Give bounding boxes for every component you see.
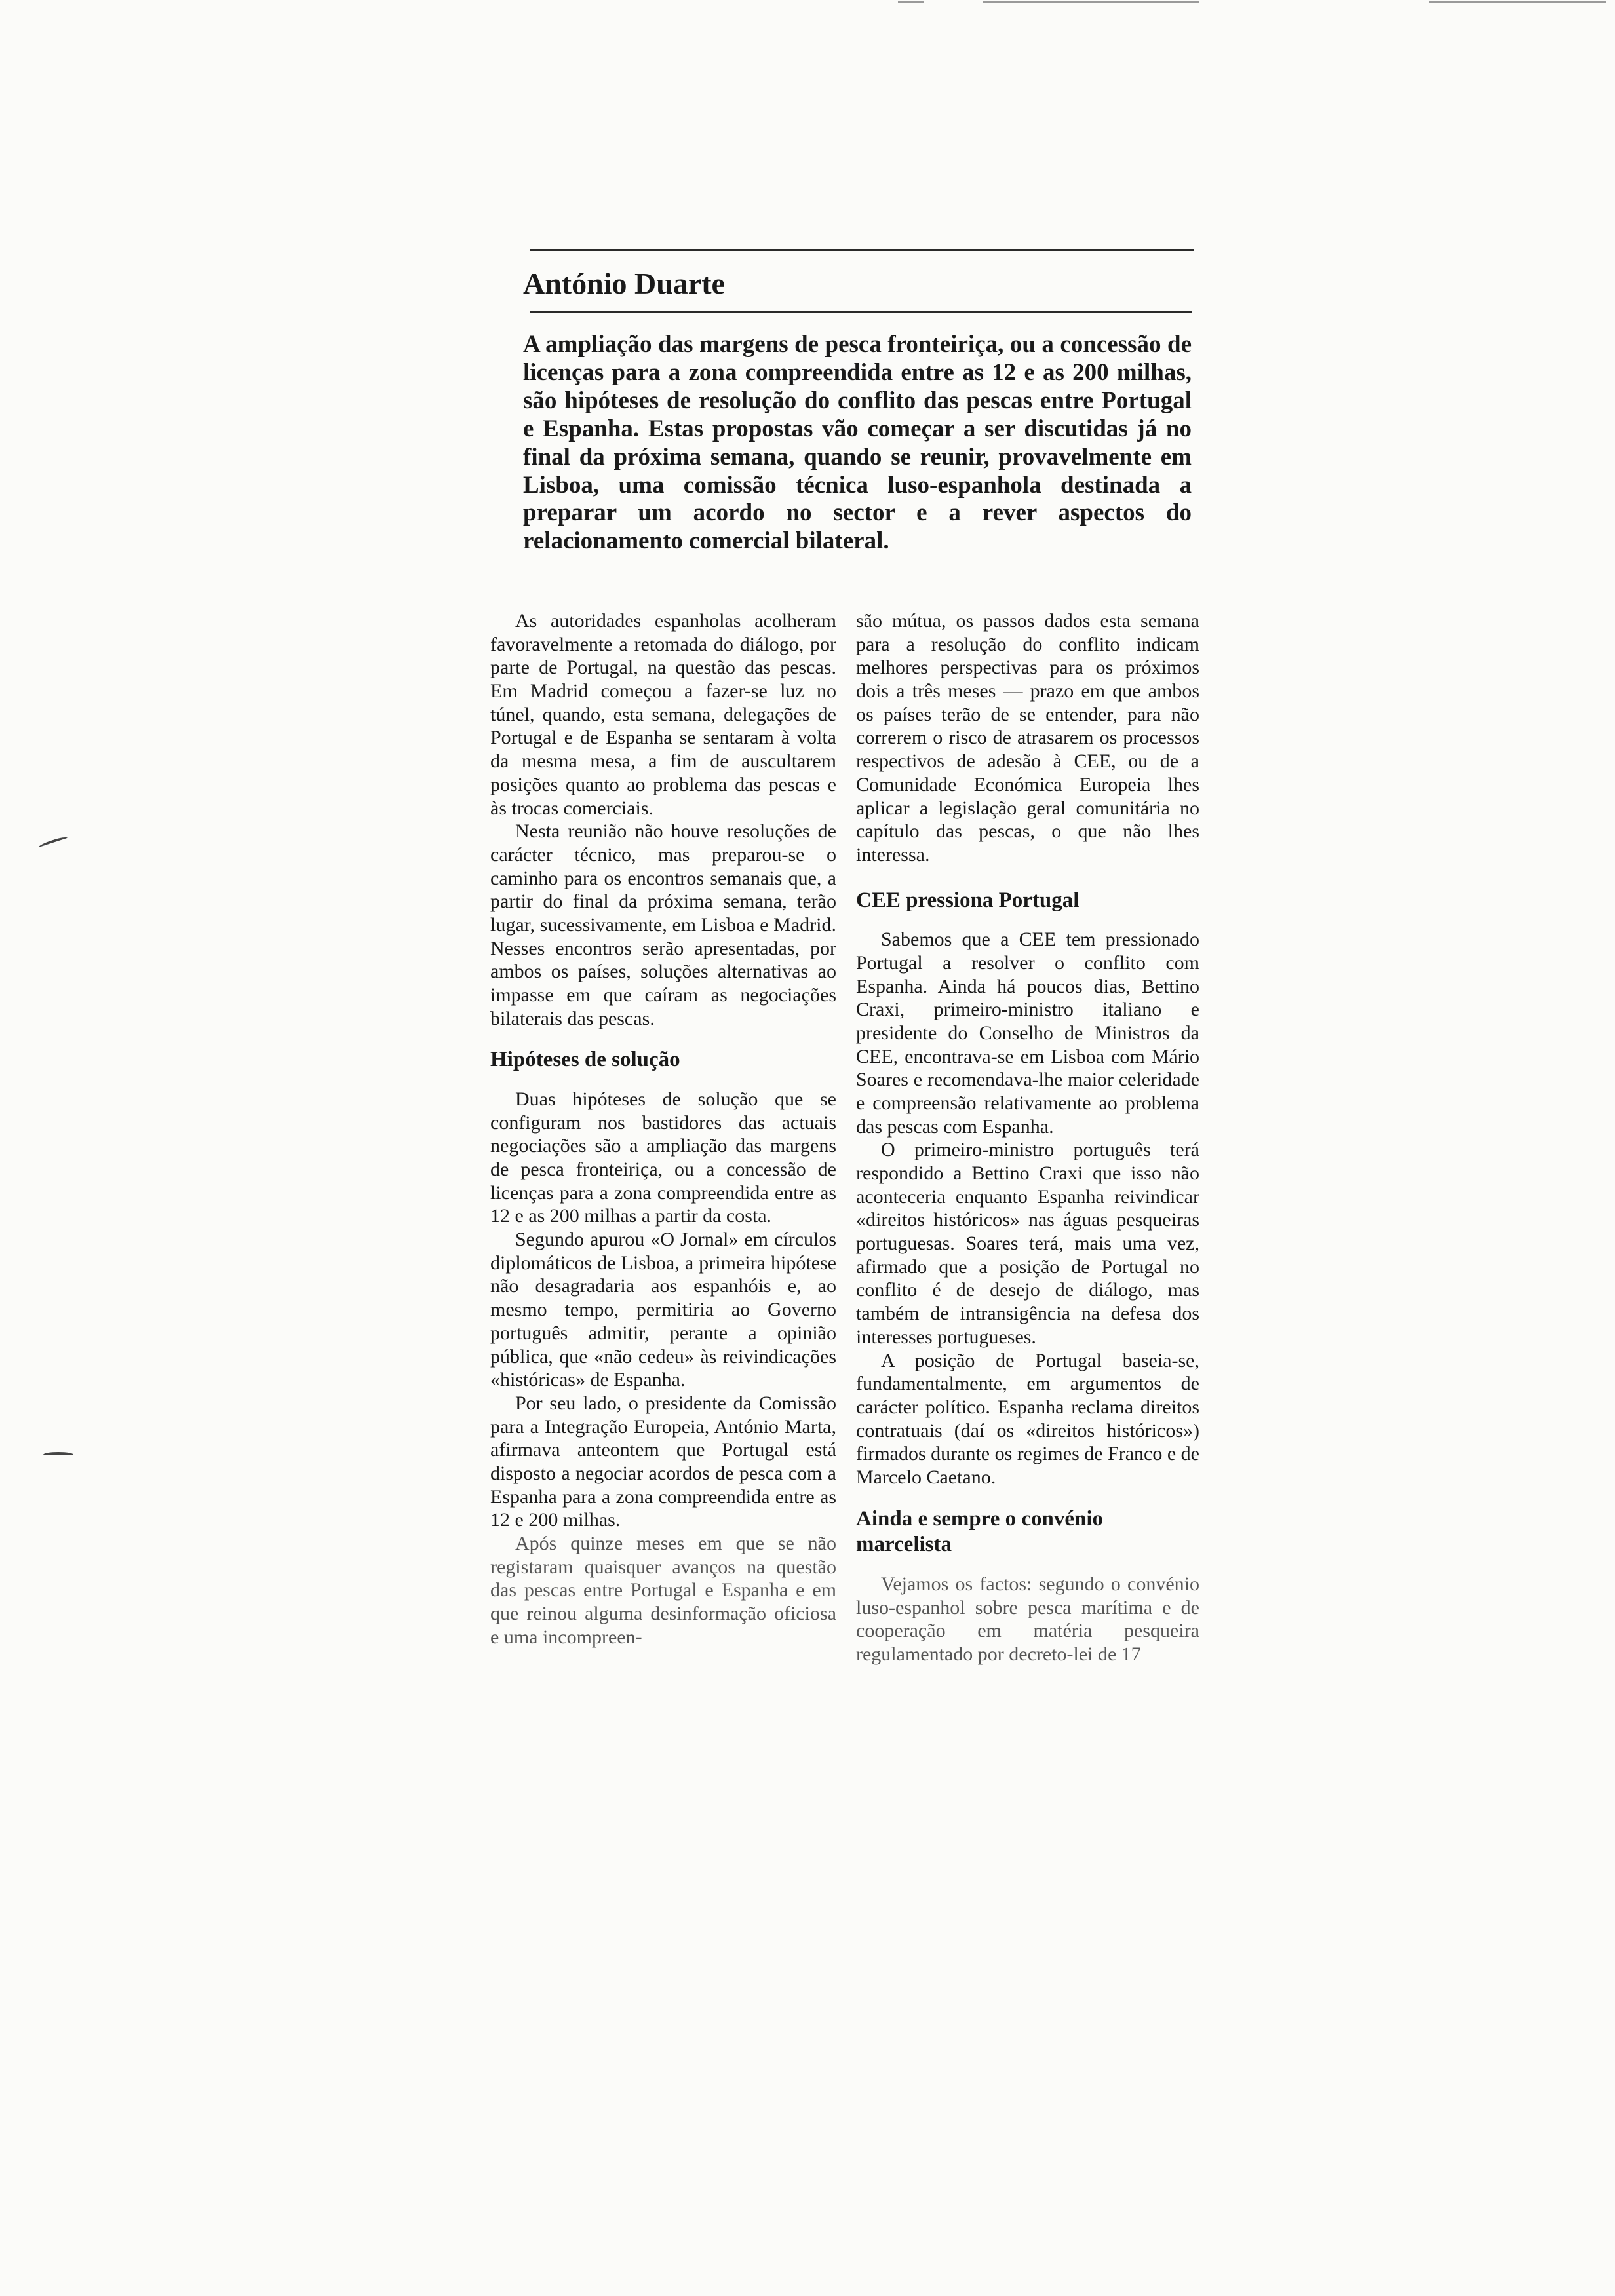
col1-paragraph-2: Nesta reunião não houve resoluções de carácter técnico, mas preparou-se o caminho para os encontros semanais que, a partir do final da próxima semana, terão lugar, sucessivamente, em Lisboa e Madrid. Nesses encontros serão apresentadas, por ambos os países, soluções alternativas ao impasse em que caíram as negociações bilaterais das pescas. [490, 820, 836, 1029]
subheading-convenio: Ainda e sempre o convénio marcelista [856, 1506, 1104, 1557]
col1-paragraph-3: Duas hipóteses de solução que se configuram nos bastidores das actuais negociações são a ampliação das margens de pesca fronteiriça, ou a concessão de licenças para a zona compreendida entre as 12 e as 200 milhas a partir da costa. [490, 1088, 836, 1227]
col1-paragraph-5: Por seu lado, o presidente da Comissão para a Integração Europeia, António Marta, afirmava anteontem que Portugal está disposto a negociar acordos de pesca com a Espanha para a zona compreendida entre as 12 e 200 milhas. [490, 1392, 836, 1531]
margin-mark-1 [38, 835, 68, 850]
col1-paragraph-1: As autoridades espanholas acolheram favoravelmente a retomada do diálogo, por parte de Portugal, na questão das pescas. Em Madrid começou a fazer-se luz no túnel, quando, esta semana, delegações de Portugal e de Espanha se sentaram à volta da mesma mesa, a fim de auscultarem posições quanto ao problema das pescas e às trocas comerciais. [490, 610, 836, 819]
article-lead: A ampliação das margens de pesca fronteiriça, ou a concessão de licenças para a zona compreendida entre as 12 e as 200 milhas, são hipóteses de resolução do conflito das pescas entre Portugal e Espanha. Estas propostas vão começar a ser discutidas já no final da próxima semana, quando se reunir, provavelmente em Lisboa, uma comissão técnica luso-espanhola destinada a preparar um acordo no sector e a rever aspectos do relacionamento comercial bilateral. [523, 331, 1192, 555]
scan-artifact-top-2 [983, 1, 1199, 3]
col2-paragraph-5: Vejamos os factos: segundo o convénio luso-espanhol sobre pesca marítima e de cooperação em matéria pesqueira regulamentado por decreto-lei de 17 [856, 1573, 1199, 1665]
article-author: António Duarte [523, 267, 725, 300]
col2-paragraph-3: O primeiro-ministro português terá respondido a Bettino Craxi que isso não aconteceria enquanto Espanha reivindicar «direitos históricos» nas águas pesqueiras portuguesas. Soares terá, mais uma vez, afirmado que a posição de Portugal no conflito é de desejo de diálogo, mas também de intransigência na defesa dos interesses portugueses. [856, 1139, 1199, 1348]
col1-paragraph-6: Após quinze meses em que se não registaram quaisquer avanços na questão das pescas entre Portugal e Espanha e em que reinou alguma desinformação oficiosa e uma incompreen- [490, 1533, 836, 1648]
top-rule [530, 249, 1194, 251]
col1-paragraph-4: Segundo apurou «O Jornal» em círculos diplomáticos de Lisboa, a primeira hipótese não desagradaria aos espanhóis e, ao mesmo tempo, permitiria ao Governo português admitir, perante a opinião pública, que «não cedeu» às reivindicações «históricas» de Espanha. [490, 1229, 836, 1391]
col2-paragraph-2: Sabemos que a CEE tem pressionado Portugal a resolver o conflito com Espanha. Ainda há poucos dias, Bettino Craxi, primeiro-ministro italiano e presidente do Conselho de Ministros da CEE, encontrava-se em Lisboa com Mário Soares e recomendava-lhe maior celeridade e compreensão relativamente ao problema das pescas com Espanha. [856, 928, 1199, 1138]
scan-artifact-top-1 [898, 1, 924, 3]
subheading-hipoteses: Hipóteses de solução [490, 1048, 680, 1072]
byline-rule [530, 311, 1192, 313]
col2-paragraph-4: A posição de Portugal baseia-se, fundamentalmente, em argumentos de carácter político. Espanha reclama direitos contratuais (daí os «direitos históricos») firmados durante os regimes de Franco e de Marcelo Caetano. [856, 1349, 1199, 1488]
margin-mark-2 [43, 1452, 73, 1457]
col2-paragraph-1: são mútua, os passos dados esta semana para a resolução do conflito indicam melhores perspectivas para os próximos dois a três meses — prazo em que ambos os países terão de se entender, para não correrem o risco de atrasarem os processos respectivos de adesão à CEE, ou de a Comunidade Económica Europeia lhes aplicar a legislação geral comunitária no capítulo das pescas, o que não lhes interessa. [856, 610, 1199, 866]
subheading-cee: CEE pressiona Portugal [856, 888, 1080, 912]
article-column-2 [856, 609, 1199, 1666]
scan-artifact-top-3 [1429, 1, 1606, 3]
article-column-1 [490, 609, 836, 1649]
